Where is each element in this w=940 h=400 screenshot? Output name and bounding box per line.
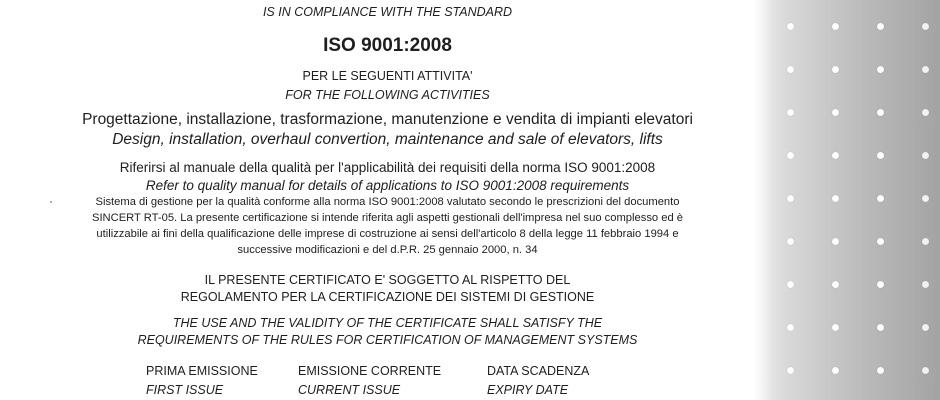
band-dot bbox=[832, 109, 839, 116]
band-dot bbox=[832, 23, 839, 30]
current-issue-label-en: CURRENT ISSUE bbox=[298, 383, 401, 397]
activities-heading-en: FOR THE FOLLOWING ACTIVITIES bbox=[285, 88, 490, 102]
band-dot bbox=[877, 238, 884, 245]
scan-speck bbox=[50, 201, 52, 203]
expiry-date-label-it: DATA SCADENZA bbox=[487, 364, 590, 378]
band-dot bbox=[787, 195, 794, 202]
expiry-date-label-en: EXPIRY DATE bbox=[487, 383, 569, 397]
scope-text-en: Design, installation, overhaul convertion, maintenance and sale of elevators, lifts bbox=[112, 131, 663, 148]
band-dot bbox=[922, 324, 929, 331]
band-dot bbox=[787, 23, 794, 30]
standard-title: ISO 9001:2008 bbox=[323, 35, 452, 56]
rules-line-it-2: REGOLAMENTO PER LA CERTIFICAZIONE DEI SISTEMI DI GESTIONE bbox=[180, 290, 595, 304]
scope-text-it: Progettazione, installazione, trasformazione, manutenzione e vendita di impianti elevatori bbox=[82, 111, 693, 128]
band-dot bbox=[787, 66, 794, 73]
band-dot bbox=[787, 367, 794, 374]
band-dot bbox=[877, 109, 884, 116]
band-dot bbox=[832, 281, 839, 288]
sincert-line-1: Sistema di gestione per la qualità conforme alla norma ISO 9001:2008 valutato secondo le prescrizioni del documento bbox=[95, 196, 680, 208]
compliance-line: IS IN COMPLIANCE WITH THE STANDARD bbox=[262, 5, 513, 19]
band-dot bbox=[877, 367, 884, 374]
band-dot bbox=[787, 324, 794, 331]
band-dot bbox=[877, 281, 884, 288]
rules-line-en-2: REQUIREMENTS OF THE RULES FOR CERTIFICATION OF MANAGEMENT SYSTEMS bbox=[137, 333, 638, 347]
band-dot bbox=[922, 281, 929, 288]
band-dot bbox=[877, 66, 884, 73]
sincert-line-2: SINCERT RT-05. La presente certificazione si intende riferita agli aspetti gestionali dell'impresa nel suo complesso ed è bbox=[91, 212, 684, 224]
manual-reference-it: Riferirsi al manuale della qualità per l'applicabilità dei requisiti della norma ISO 9001:2008 bbox=[119, 160, 656, 175]
rules-line-en-1: THE USE AND THE VALIDITY OF THE CERTIFICATE SHALL SATISFY THE bbox=[172, 316, 603, 330]
band-dot bbox=[787, 109, 794, 116]
first-issue-label-en: FIRST ISSUE bbox=[146, 383, 224, 397]
band-dot bbox=[832, 324, 839, 331]
band-dot bbox=[922, 238, 929, 245]
first-issue-label-it: PRIMA EMISSIONE bbox=[146, 364, 258, 378]
band-dot bbox=[922, 152, 929, 159]
band-dot bbox=[877, 324, 884, 331]
band-dot bbox=[787, 238, 794, 245]
band-dot bbox=[832, 195, 839, 202]
band-dot bbox=[877, 23, 884, 30]
band-dot bbox=[922, 367, 929, 374]
band-dot bbox=[787, 281, 794, 288]
band-dot bbox=[787, 152, 794, 159]
manual-reference-en: Refer to quality manual for details of applications to ISO 9001:2008 requirements bbox=[145, 178, 630, 193]
band-dot bbox=[922, 66, 929, 73]
band-dot bbox=[922, 195, 929, 202]
band-dot bbox=[832, 152, 839, 159]
rules-line-it-1: IL PRESENTE CERTIFICATO E' SOGGETTO AL RISPETTO DEL bbox=[204, 273, 571, 287]
activities-heading-it: PER LE SEGUENTI ATTIVITA' bbox=[302, 69, 473, 83]
side-band-highlight bbox=[752, 0, 772, 400]
band-dot bbox=[832, 66, 839, 73]
band-dot bbox=[922, 109, 929, 116]
band-dot bbox=[877, 152, 884, 159]
decorative-side-band bbox=[752, 0, 940, 400]
sincert-line-4: successive modificazioni e del d.P.R. 25 gennaio 2000, n. 34 bbox=[237, 244, 538, 256]
band-dot bbox=[832, 367, 839, 374]
band-dot bbox=[922, 23, 929, 30]
current-issue-label-it: EMISSIONE CORRENTE bbox=[298, 364, 442, 378]
band-dot bbox=[832, 238, 839, 245]
sincert-line-3: utilizzabile ai fini della qualificazione delle imprese di costruzione ai sensi dell'articolo 8 della legge 11 febbraio 1994 e bbox=[96, 228, 679, 240]
band-dot bbox=[877, 195, 884, 202]
